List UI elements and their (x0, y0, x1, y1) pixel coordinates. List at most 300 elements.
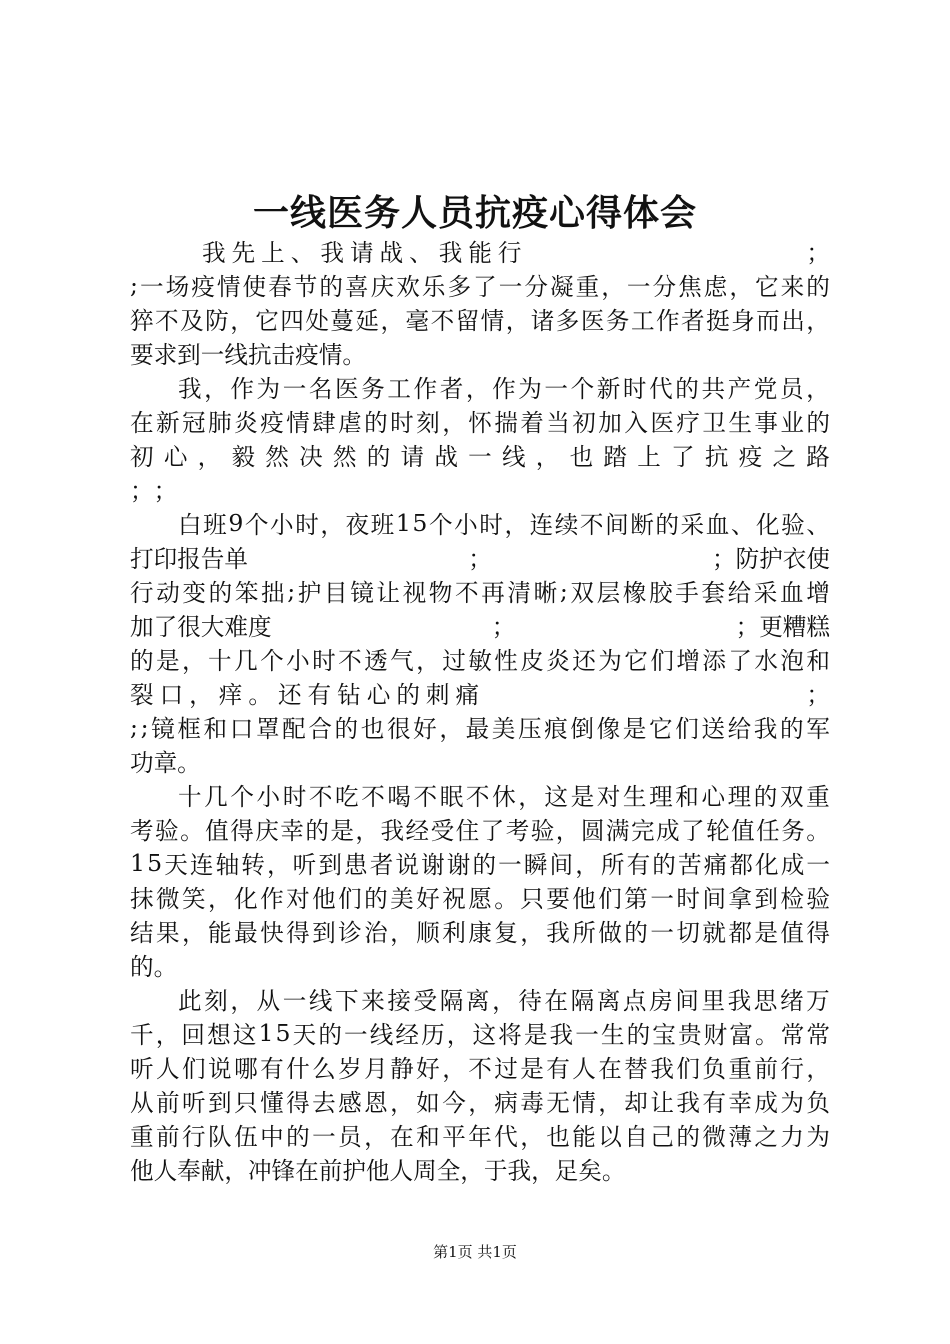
text-char: 产 (727, 375, 752, 403)
text-char: 十 (208, 647, 232, 675)
text-char: 痕 (544, 715, 568, 743)
text-char: 对 (286, 885, 310, 913)
text-char: 留 (455, 307, 480, 335)
text-char: 场 (165, 273, 190, 301)
text-char: ， (416, 647, 440, 675)
text-char: 我 (727, 987, 752, 1015)
text-char: 重 (130, 1123, 154, 1151)
text-char: 虑 (703, 273, 728, 301)
text-char: 我 (753, 715, 778, 743)
text-char: 晰 (533, 579, 558, 607)
text-char: 们 (675, 715, 699, 743)
text-char: ， (492, 987, 516, 1015)
text-line (130, 302, 830, 336)
text-char: 祝 (442, 885, 466, 913)
text-char: 经 (405, 817, 430, 845)
text-char: 快 (260, 919, 284, 947)
text-char: 它 (648, 715, 673, 743)
text-char: 一 (544, 375, 568, 403)
text-char: 压 (517, 715, 542, 743)
text-char: 一 (498, 273, 523, 301)
text-char: 出 (781, 307, 805, 335)
text-char: 万 (806, 987, 830, 1015)
document-body (130, 234, 830, 1186)
text-char: 请 (400, 443, 425, 471)
text-char: 休 (492, 783, 516, 811)
text-char: 却 (624, 1089, 648, 1117)
text-char: 采 (680, 511, 705, 539)
text-char: 然 (332, 443, 357, 471)
text-segment: 我先上、我请战、我能行 (202, 239, 528, 267)
text-char: 一 (806, 851, 830, 879)
text-char: 庆 (255, 817, 279, 845)
text-char: 都 (729, 851, 753, 879)
text-char: 瞬 (523, 851, 548, 879)
text-segment: 打印报告单 (130, 545, 248, 573)
text-char: 住 (455, 817, 480, 845)
text-char: 今 (442, 1089, 466, 1117)
text-char: 身 (731, 307, 755, 335)
text-char: 作 (413, 375, 438, 403)
text-char: 化 (234, 885, 258, 913)
text-char: 了 (681, 817, 705, 845)
text-char: 微 (702, 1123, 726, 1151)
text-char: 成 (780, 851, 805, 879)
text-char: 懂 (260, 1089, 284, 1117)
text-char: 待 (518, 987, 542, 1015)
text-char: 和 (675, 783, 699, 811)
text-char: 想 (207, 1021, 231, 1049)
text-char: 和 (203, 715, 228, 743)
text-char: 手 (675, 579, 699, 607)
text-char: ， (535, 443, 560, 471)
text-char: 的 (130, 647, 154, 675)
text-char: 毅 (231, 443, 256, 471)
text-char: 是 (156, 647, 180, 675)
text-char: ， (182, 919, 206, 947)
text-char: 前 (156, 1123, 180, 1151)
text-char: 一 (650, 919, 674, 947)
text-char: 成 (655, 817, 680, 845)
text-char: 连 (529, 511, 554, 539)
text-line (130, 438, 830, 472)
text-char: 验 (530, 817, 555, 845)
text-char: 节 (293, 273, 318, 301)
text-char: 采 (753, 579, 778, 607)
text-char: ， (806, 307, 830, 335)
text-char: ， (520, 919, 544, 947)
text-char: 重 (728, 1055, 752, 1083)
text-char: 及 (180, 307, 204, 335)
text-char: 视 (402, 579, 427, 607)
text-char: 值 (205, 817, 229, 845)
text-char: 要 (546, 885, 570, 913)
text-line (130, 370, 830, 404)
text-char: 多 (555, 307, 580, 335)
text-line (130, 1152, 830, 1186)
text-char: 有 (260, 1055, 284, 1083)
text-char: 毫 (405, 307, 430, 335)
text-char: 结 (130, 919, 154, 947)
text-char: ， (390, 919, 414, 947)
text-char: 班 (370, 511, 395, 539)
text-char: 的 (780, 715, 804, 743)
text-char: 能 (208, 919, 232, 947)
text-line (130, 846, 830, 880)
text-char: 前 (156, 1089, 180, 1117)
text-char: 炎 (234, 409, 258, 437)
text-char: 四 (280, 307, 304, 335)
text-char: 初 (572, 409, 596, 437)
text-char: 财 (703, 1021, 728, 1049)
text-char: 理 (649, 783, 673, 811)
text-char: 很 (386, 715, 411, 743)
text-char: 薄 (728, 1123, 752, 1151)
text-char: 他 (572, 885, 596, 913)
text-segment: 他人奉献，冲锋在前护他人周全，于我，足矣。 (130, 1157, 626, 1185)
text-char: 得 (286, 919, 310, 947)
text-char: 我 (676, 1089, 700, 1117)
text-char: 化 (756, 511, 780, 539)
text-char: 不 (455, 579, 479, 607)
text-char: 添 (702, 647, 726, 675)
text-char: 拙 (261, 579, 285, 607)
text-char: 化 (755, 851, 779, 879)
text-segment: ； (806, 239, 830, 267)
text-segment: ； (468, 545, 492, 573)
text-char: 1 (258, 1019, 274, 1047)
text-char: 就 (702, 919, 726, 947)
text-char: 顺 (416, 919, 440, 947)
text-char: ， (806, 375, 830, 403)
text-char: 为 (780, 1089, 804, 1117)
text-char: 治 (364, 919, 388, 947)
text-char: ， (446, 1021, 471, 1049)
text-char: 将 (498, 1021, 522, 1049)
text-char: 它 (255, 307, 279, 335)
text-line (130, 608, 830, 642)
text-char: 小 (454, 511, 478, 539)
text-char: 一 (626, 273, 651, 301)
text-char: 双 (570, 579, 594, 607)
text-char: 诊 (338, 919, 362, 947)
text-char: 时 (390, 409, 414, 437)
document-title: 一线医务人员抗疫心得体会 (252, 192, 697, 234)
text-char: 思 (753, 987, 778, 1015)
text-char: ， (208, 885, 232, 913)
text-char: 不 (155, 307, 179, 335)
text-char: 幸 (728, 1089, 752, 1117)
text-char: 此 (178, 987, 202, 1015)
text-char: ， (729, 273, 753, 301)
text-char: 初 (130, 443, 154, 471)
text-char: 利 (442, 919, 466, 947)
text-char: 是 (523, 1021, 548, 1049)
text-line (130, 574, 830, 608)
text-char: 和 (416, 1123, 440, 1151)
text-char: 的 (364, 409, 388, 437)
text-char: 以 (598, 1123, 622, 1151)
text-char: 战 (434, 443, 458, 471)
text-char: 凝 (549, 273, 574, 301)
text-char: 给 (727, 715, 752, 743)
text-char: 疗 (676, 409, 700, 437)
text-char: ， (230, 987, 254, 1015)
text-char: 冠 (182, 409, 206, 437)
text-char: 为 (598, 647, 622, 675)
text-char: 接 (387, 987, 411, 1015)
text-char: 代 (649, 375, 673, 403)
text-char: ; (130, 713, 138, 741)
text-char: ; (559, 577, 568, 605)
text-char: 好 (413, 715, 437, 743)
text-char: 听 (292, 851, 317, 879)
text-char: 拿 (728, 885, 752, 913)
text-char: 过 (494, 1055, 518, 1083)
text-char: 能 (572, 1123, 596, 1151)
text-char: 都 (728, 919, 752, 947)
text-char: 负 (806, 1089, 830, 1117)
text-segment: 加了很大难度 (130, 613, 272, 641)
text-char: 隔 (439, 987, 464, 1015)
text-char: 静 (390, 1055, 414, 1083)
text-char: 层 (596, 579, 621, 607)
text-char: 受 (430, 817, 455, 845)
text-char: 得 (806, 919, 830, 947)
text-char: 作 (655, 307, 680, 335)
text-char: 胶 (648, 579, 673, 607)
text-char: 的 (286, 1123, 310, 1151)
text-char: 也 (360, 715, 385, 743)
text-char: 人 (156, 1055, 180, 1083)
text-char: 一 (282, 987, 307, 1015)
text-char: 年 (468, 1123, 492, 1151)
text-char: 经 (395, 1021, 419, 1049)
text-char: 的 (676, 1123, 700, 1151)
text-char: 时 (479, 511, 503, 539)
text-char: 们 (676, 1055, 700, 1083)
text-char: 绪 (779, 987, 804, 1015)
text-char: ， (320, 511, 344, 539)
text-char: 的 (334, 715, 359, 743)
text-char: 动 (156, 579, 180, 607)
text-char: 透 (364, 647, 388, 675)
text-char: 防 (205, 307, 229, 335)
text-char: 医 (335, 375, 359, 403)
text-char: 诸 (530, 307, 555, 335)
text-char: 第 (624, 885, 648, 913)
text-char: 的 (208, 579, 233, 607)
text-char: ， (390, 1089, 414, 1117)
text-char: 中 (260, 1123, 284, 1151)
text-char: 转 (241, 851, 265, 879)
text-char: 的 (319, 273, 343, 301)
text-line (130, 472, 830, 506)
text-char: 感 (338, 1089, 362, 1117)
text-char: 炎 (546, 647, 570, 675)
text-char: 不 (361, 783, 385, 811)
text-char: 一 (312, 1123, 336, 1151)
text-char: 重 (575, 273, 600, 301)
text-char: 时 (676, 885, 700, 913)
text-char: 了 (671, 443, 695, 471)
text-char: 1 (395, 509, 411, 537)
text-line (130, 914, 830, 948)
text-char: 是 (622, 715, 647, 743)
text-char: ， (598, 1089, 622, 1117)
text-line (130, 880, 830, 914)
text-char: 5 (147, 849, 163, 877)
text-char: 工 (630, 307, 655, 335)
text-char: 美 (491, 715, 516, 743)
text-segment: ； (491, 613, 516, 641)
text-char: ， (442, 409, 466, 437)
text-char: 到 (318, 851, 342, 879)
text-char: 小 (286, 647, 310, 675)
text-char: 肆 (312, 409, 336, 437)
text-char: 还 (572, 647, 596, 675)
text-char: 几 (234, 647, 258, 675)
text-char: 说 (208, 1055, 232, 1083)
text-char: 疫 (191, 273, 215, 301)
text-char: 为 (518, 375, 542, 403)
text-char: 完 (630, 817, 655, 845)
text-char: 过 (442, 647, 466, 675)
text-char: 们 (182, 1055, 206, 1083)
text-char: 里 (701, 987, 726, 1015)
text-char: 值 (780, 919, 804, 947)
text-char: 一 (650, 885, 674, 913)
text-char: 对 (596, 783, 621, 811)
text-char: 圆 (580, 817, 605, 845)
text-char: ， (380, 307, 405, 335)
text-char: 队 (208, 1123, 232, 1151)
text-char: 最 (234, 919, 258, 947)
text-char: 1 (130, 849, 146, 877)
text-char: 加 (598, 409, 622, 437)
text-segment: ； (153, 477, 178, 505)
text-char: ， (806, 1055, 830, 1083)
text-char: 常 (806, 1021, 830, 1049)
text-char: 不 (308, 783, 333, 811)
text-char: 名 (308, 375, 333, 403)
text-char: 肺 (208, 409, 232, 437)
text-char: 来 (361, 987, 385, 1015)
text-char: 。 (806, 817, 830, 845)
text-char: 白 (178, 511, 202, 539)
text-char: 愿 (468, 885, 492, 913)
text-char: 罩 (255, 715, 280, 743)
text-char: 痛 (703, 851, 728, 879)
text-char: 血 (705, 511, 730, 539)
text-char: 泡 (780, 647, 804, 675)
text-char: 怀 (468, 409, 492, 437)
text-char: 眠 (439, 783, 464, 811)
text-char: 么 (312, 1055, 336, 1083)
text-char: 笨 (234, 579, 259, 607)
text-char: 验 (781, 511, 805, 539)
text-char: 而 (756, 307, 780, 335)
text-char: 重 (806, 783, 830, 811)
text-char: 离 (465, 987, 490, 1015)
text-char: 们 (338, 885, 362, 913)
text-char: 员 (779, 375, 804, 403)
text-char: 来 (780, 273, 805, 301)
text-char: 分 (652, 273, 677, 301)
text-char: 小 (256, 783, 281, 811)
text-char: 生 (728, 409, 752, 437)
text-char: 个 (244, 511, 269, 539)
text-char: 刻 (204, 987, 228, 1015)
text-char: 抗 (704, 443, 729, 471)
text-char: 。 (494, 885, 518, 913)
text-char: 千 (130, 1021, 154, 1049)
text-line (130, 642, 830, 676)
text-char: 物 (428, 579, 453, 607)
page-footer: 第1页 共1页 (433, 1243, 517, 1261)
text-char: 我 (178, 375, 202, 403)
text-char: 春 (268, 273, 292, 301)
text-char: 疫 (738, 443, 763, 471)
text-char: ， (555, 817, 580, 845)
text-char: 清 (507, 579, 531, 607)
text-char: 说 (395, 851, 419, 879)
text-char: 务 (361, 375, 385, 403)
text-char: 作 (260, 885, 284, 913)
text-char: 当 (546, 409, 570, 437)
text-char: 间 (675, 987, 699, 1015)
text-char: 个 (230, 783, 254, 811)
text-char: 心 (163, 443, 188, 471)
text-char: 做 (598, 919, 622, 947)
text-char: 再 (481, 579, 505, 607)
text-char: ， (520, 1123, 544, 1151)
text-char: ， (442, 1055, 466, 1083)
text-line (130, 744, 830, 778)
text-char: 新 (596, 375, 621, 403)
text-char: ; (130, 271, 138, 299)
text-char: 的 (318, 1021, 342, 1049)
text-char: 、 (730, 511, 755, 539)
text-char: 如 (416, 1089, 440, 1117)
text-char: 了 (473, 273, 497, 301)
text-char: 毒 (520, 1089, 544, 1117)
text-char: 也 (569, 443, 594, 471)
text-char: 天 (164, 851, 188, 879)
text-char: 富 (729, 1021, 753, 1049)
text-char: 是 (520, 1055, 544, 1083)
text-char: 己 (650, 1123, 674, 1151)
text-char: 。 (755, 1021, 779, 1049)
text-char: 目 (323, 579, 348, 607)
text-char: 笑 (182, 885, 206, 913)
text-char: 谢 (446, 851, 471, 879)
text-line (130, 676, 830, 710)
text-char: 考 (130, 817, 154, 845)
text-char: 不 (468, 1055, 492, 1083)
text-char: 让 (650, 1089, 674, 1117)
text-char: 间 (702, 885, 726, 913)
text-char: ， (182, 647, 206, 675)
text-char: ， (518, 783, 542, 811)
text-char: 虐 (338, 409, 362, 437)
text-char: 揣 (494, 409, 518, 437)
text-segment: ；更糟糕 (735, 613, 830, 641)
text-char: 情 (572, 1089, 596, 1117)
text-char: 们 (598, 885, 622, 913)
text-char: 回 (181, 1021, 205, 1049)
text-char: 不 (465, 783, 490, 811)
